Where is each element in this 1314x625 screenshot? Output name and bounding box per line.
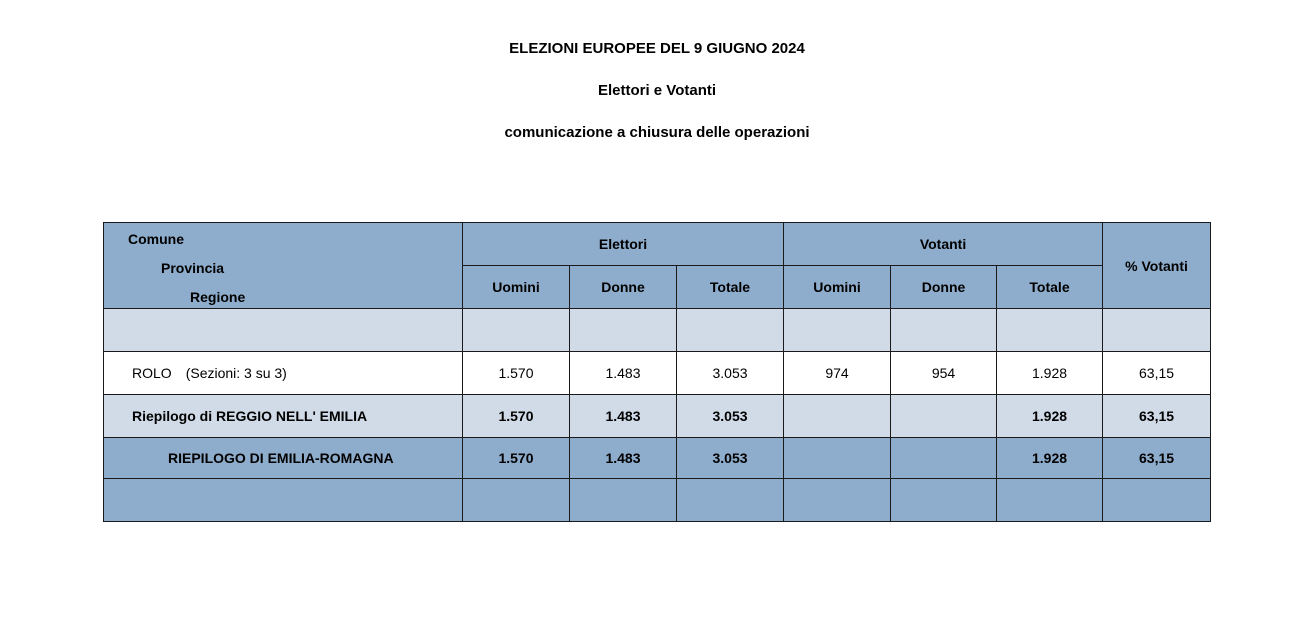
- header-votanti-totale: Totale: [997, 266, 1103, 309]
- table-cell: 3.053: [677, 352, 784, 395]
- table-cell: 3.053: [677, 438, 784, 479]
- header-elettori: Elettori: [463, 223, 784, 266]
- header-pct-votanti: % Votanti: [1103, 223, 1211, 309]
- results-table: [103, 222, 1211, 522]
- table-cell: 954: [891, 352, 997, 395]
- table-cell: 1.570: [463, 395, 570, 438]
- page-title: ELEZIONI EUROPEE DEL 9 GIUGNO 2024: [509, 40, 805, 57]
- table-cell: 1.483: [570, 438, 677, 479]
- header-elettori-donne: Donne: [570, 266, 677, 309]
- page-subtitle: Elettori e Votanti: [597, 82, 717, 99]
- header-votanti-uomini: Uomini: [784, 266, 891, 309]
- table-cell: 1.483: [570, 352, 677, 395]
- comune-sezioni: (Sezioni: 3 su 3): [185, 365, 287, 381]
- table-cell: 1.928: [997, 395, 1103, 438]
- comune-name: ROLO: [132, 365, 172, 381]
- table-cell: 3.053: [677, 395, 784, 438]
- table-cell: 1.570: [463, 352, 570, 395]
- header-regione: Regione: [190, 289, 246, 305]
- header-votanti: Votanti: [784, 223, 1103, 266]
- spacer-row-bottom: [104, 479, 1211, 522]
- table-cell: [891, 438, 997, 479]
- table-cell: 1.928: [997, 352, 1103, 395]
- header-elettori-uomini: Uomini: [463, 266, 570, 309]
- table-row-comune: [104, 352, 1211, 395]
- table-row-provincia: [104, 395, 1211, 438]
- table-cell: 63,15: [1103, 438, 1211, 479]
- table-cell: [891, 395, 997, 438]
- header-provincia: Provincia: [161, 260, 225, 276]
- table-cell: 1.570: [463, 438, 570, 479]
- table-cell: [784, 438, 891, 479]
- header-elettori-totale: Totale: [677, 266, 784, 309]
- table-row-regione: [104, 438, 1211, 479]
- table-cell: 1.483: [570, 395, 677, 438]
- area-header: [104, 223, 463, 309]
- page-note: comunicazione a chiusura delle operazioni: [504, 124, 810, 141]
- table-cell: [784, 395, 891, 438]
- header-comune: Comune: [128, 231, 184, 247]
- table-cell: 63,15: [1103, 395, 1211, 438]
- spacer-row: [104, 309, 1211, 352]
- regione-name: RIEPILOGO DI EMILIA-ROMAGNA: [104, 438, 463, 479]
- table-cell: 974: [784, 352, 891, 395]
- comune-name-cell: [104, 352, 463, 395]
- table-cell: 63,15: [1103, 352, 1211, 395]
- table-cell: 1.928: [997, 438, 1103, 479]
- header-votanti-donne: Donne: [891, 266, 997, 309]
- provincia-name: Riepilogo di REGGIO NELL' EMILIA: [104, 395, 463, 438]
